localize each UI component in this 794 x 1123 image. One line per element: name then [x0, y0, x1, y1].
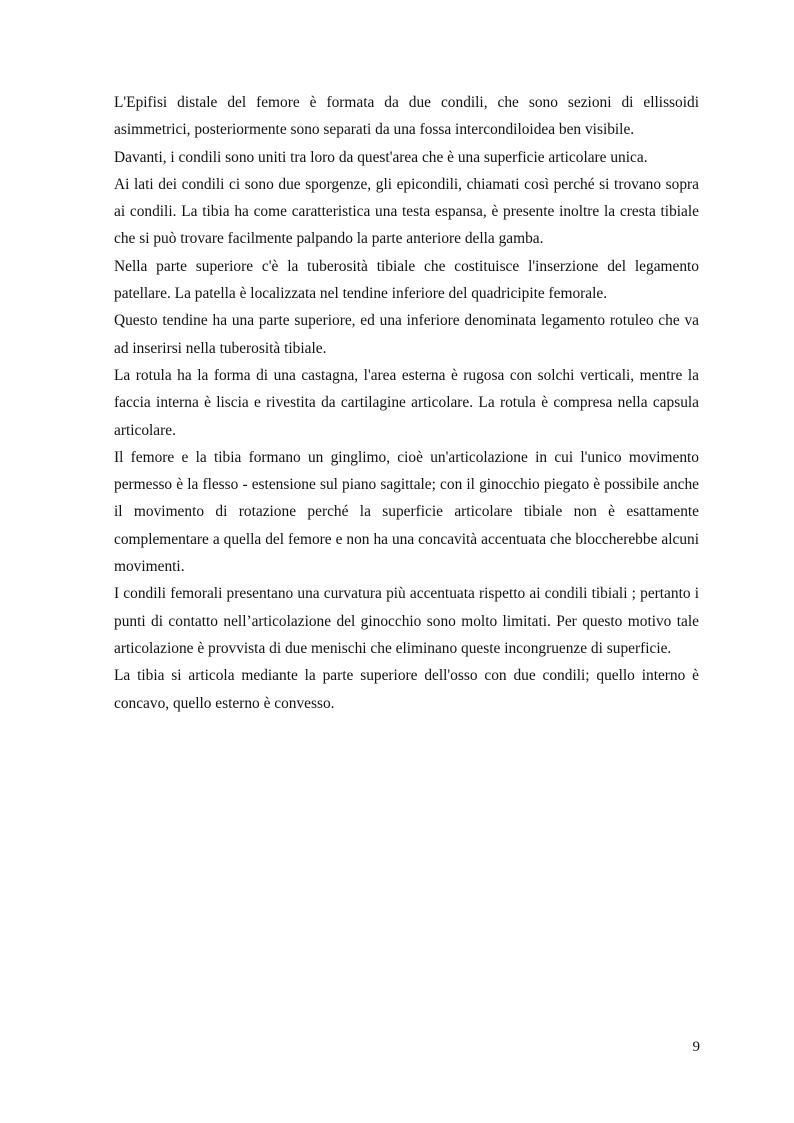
page-number: 9	[692, 1039, 700, 1055]
paragraph-tibia-articulation: La tibia si articola mediante la parte superiore dell'osso con due condili; quello interno è concavo, quello esterno è convesso.	[114, 667, 699, 712]
paragraph-tibial-tuberosity: Nella parte superiore c'è la tuberosità tibiale che costituisce l'inserzione del legamento patellare. La patella è localizzata nel tendine inferiore del quadricipite femorale.	[114, 257, 699, 303]
paragraph-front-condyles: Davanti, i condili sono uniti tra loro da quest'area che è una superficie articolare unica.	[114, 148, 648, 166]
paragraph-ginglymus: Il femore e la tibia formano un ginglimo, cioè un'articolazione in cui l'unico movimento permesso è la flesso - estensione sul piano sagittale; con il ginocchio piegato è possibile anche il movimento di rotazione perché la superficie articolare tibiale non è esattamente complementare a quella del femore e non ha una concavità accentuata che bloccherebbe alcuni movimenti.	[114, 448, 699, 576]
page-body	[114, 89, 699, 717]
paragraph-femoral-condyles: I condili femorali presentano una curvatura più accentuata rispetto ai condili tibiali ; pertanto i punti di contatto nell’articolazione del ginocchio sono molto limitati. Per questo motivo tale articolazione è provvista di due menischi che eliminano queste incongruenze di superficie.	[114, 585, 699, 657]
paragraph-distal-epiphysis: L'Epifisi distale del femore è formata da due condili, che sono sezioni di ellissoidi asimmetrici, posteriormente sono separati da una fossa intercondiloidea ben visibile.	[114, 94, 699, 139]
paragraph-tendon: Questo tendine ha una parte superiore, ed una inferiore denominata legamento rotuleo che va ad inserirsi nella tuberosità tibiale.	[114, 312, 699, 357]
paragraph-epicondyles-tibia: Ai lati dei condili ci sono due sporgenze, gli epicondili, chiamati così perché si trovano sopra ai condili. La tibia ha come caratteristica una testa espansa, è presente inoltre la cresta tibiale che si può trovare facilmente palpando la parte anteriore della gamba.	[114, 175, 699, 248]
paragraph-patella: La rotula ha la forma di una castagna, l'area esterna è rugosa con solchi verticali, mentre la faccia interna è liscia e rivestita da cartilagine articolare. La rotula è compresa nella capsula articolare.	[114, 366, 699, 439]
